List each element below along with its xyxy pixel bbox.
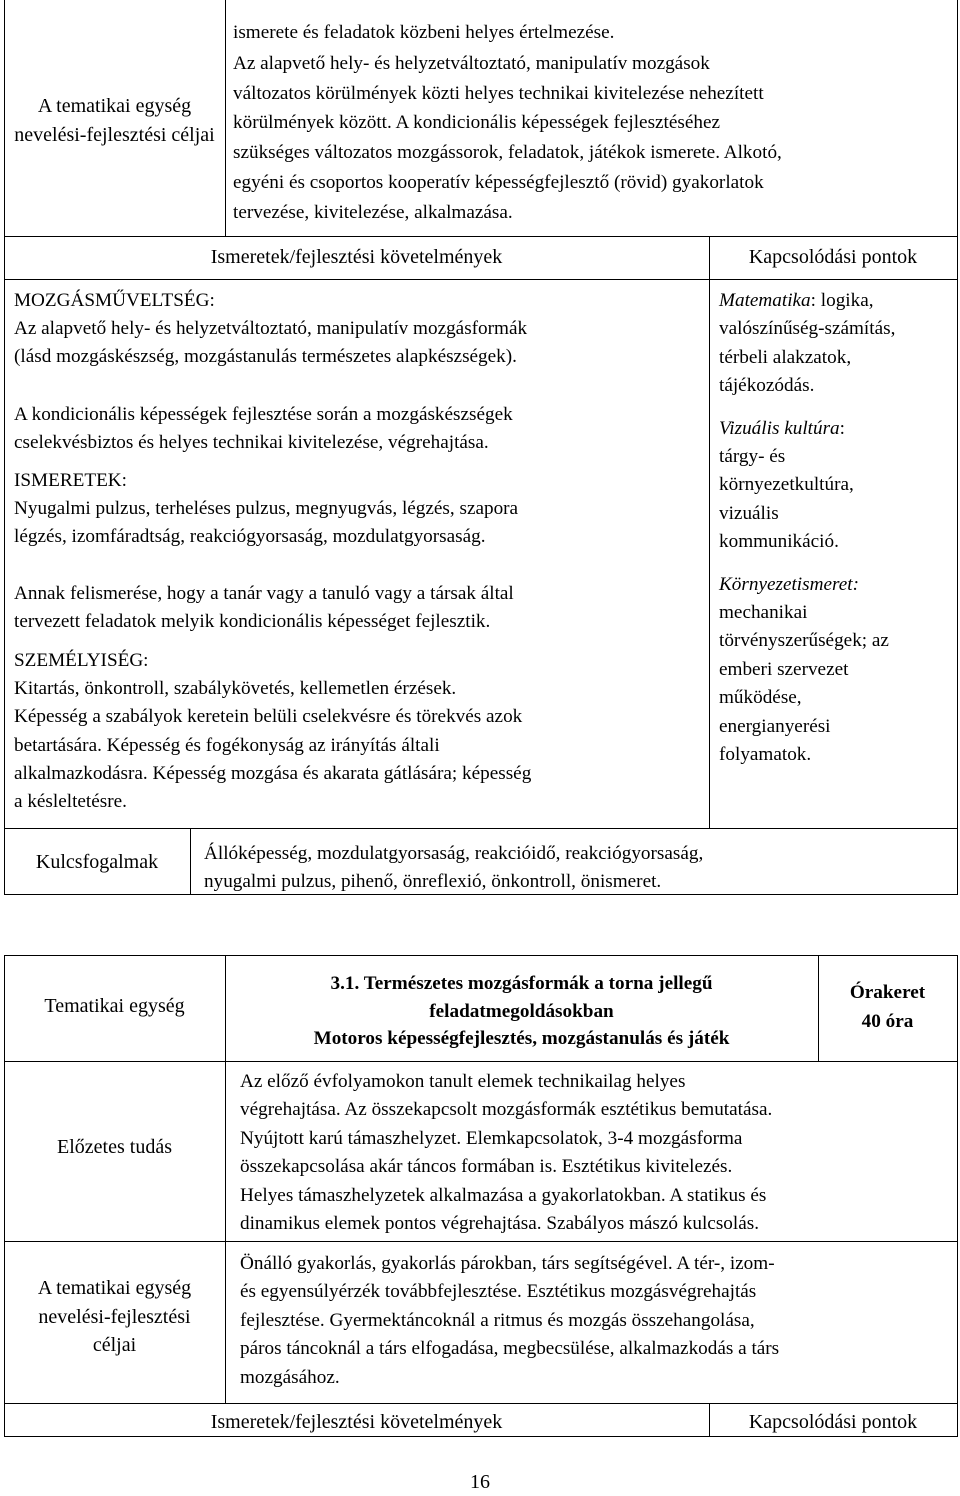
connection-line: energianyerési (719, 715, 831, 737)
goals2-line: mozgásához. (240, 1366, 340, 1388)
hour-frame-label: Órakeret (849, 982, 926, 1003)
key-concepts-line: nyugalmi pulzus, pihenő, önreflexió, önkontroll, önismeret. (204, 870, 662, 892)
prior-knowledge-text (240, 1068, 955, 1238)
table2-goals-text (240, 1250, 955, 1392)
prior-line: végrehajtása. Az összekapcsolt mozgásformák esztétikus bemutatása. (240, 1099, 773, 1121)
hour-frame (818, 978, 957, 1036)
table2-row-divider-3 (4, 1403, 958, 1404)
connection-line: térbeli alakzatok, (719, 346, 852, 368)
connection-line: tárgy- és (719, 446, 786, 468)
prior-line: Helyes támaszhelyzetek alkalmazása a gyakorlatokban. A statikus és (240, 1184, 767, 1206)
key-concepts-label: Kulcsfogalmak (35, 851, 159, 873)
section-heading: SZEMÉLYISÉG: (14, 650, 149, 672)
subject-label: Matematika (719, 290, 811, 311)
table2-row-divider-2 (4, 1241, 958, 1242)
section-heading: MOZGÁSMŰVELTSÉG: (14, 290, 215, 311)
prior-line: összekapcsolása akár táncos formában is. Esztétikus kivitelezés. (240, 1156, 733, 1178)
goals-label-line: céljai (92, 1334, 137, 1356)
connection-line: működése, (719, 687, 802, 709)
goals2-line: fejlesztése. Gyermektáncoknál a ritmus és mozgás összehangolása, (240, 1309, 755, 1331)
table2-left-border (4, 955, 5, 1437)
goals-line: egyéni és csoportos kooperatív képességfejlesztő (rövid) gyakorlatok (233, 171, 764, 193)
subject-rest: : logika, (810, 290, 874, 311)
subject-label: Vizuális kultúra (719, 417, 840, 439)
paragraph-line: Az alapvető hely- és helyzetváltoztató, manipulatív mozgásformák (14, 318, 528, 340)
goals-label-line: A tematikai egység (37, 1277, 192, 1299)
unit-title-line: feladatmegoldásokban (429, 1000, 614, 1022)
paragraph-line: Nyugalmi pulzus, terheléses pulzus, megnyugvás, légzés, szapora (14, 498, 519, 520)
table2-column-header-requirements: Ismeretek/fejlesztési követelmények (210, 1411, 503, 1433)
table1-goals-divider (225, 0, 226, 236)
connection-line: vizuális (719, 502, 779, 524)
page-number: 16 (470, 1471, 490, 1493)
unit-title-line: Motoros képességfejlesztés, mozgástanulás és játék (313, 1028, 730, 1049)
table1-right-border (957, 0, 958, 895)
connection-line: valószínűség-számítás, (719, 318, 896, 340)
connection-line: mechanikai (719, 602, 808, 624)
goals-header: A tematikai egység nevelési-fejlesztési céljai (14, 95, 215, 146)
unit-label: Tematikai egység (44, 995, 185, 1017)
connection-points (719, 287, 955, 770)
connection-line: kommunikáció. (719, 531, 839, 553)
goals2-line: és egyensúlyérzék továbbfejlesztése. Esztétikus mozgásvégrehajtás (240, 1281, 757, 1303)
column-header-requirements: Ismeretek/fejlesztési követelmények (210, 246, 503, 268)
paragraph-line: (lásd mozgáskészség, mozgástanulás természetes alapkészségek). (14, 346, 517, 368)
paragraph-line: cselekvésbiztos és helyes technikai kivitelezése, végrehajtása. (14, 431, 489, 453)
section-heading: ISMERETEK: (14, 470, 127, 492)
prior-line: Az előző évfolyamokon tanult elemek technikailag helyes (240, 1071, 686, 1092)
requirements-body (14, 287, 704, 816)
unit-title (225, 970, 818, 1053)
paragraph-line: a késleltetésre. (14, 791, 127, 813)
paragraph-line: alkalmazkodásra. Képesség mozgása és akarata gátlására; képesség (14, 762, 532, 784)
connection-line: tájékozódás. (719, 375, 815, 397)
paragraph-line: A kondicionális képességek fejlesztése során a mozgáskészségek (14, 403, 513, 425)
connection-line: folyamatok. (719, 744, 812, 766)
connection-visual (719, 415, 955, 443)
table1-row-divider-1 (4, 236, 958, 237)
goals-line: tervezése, kivitelezése, alkalmazása. (233, 201, 513, 223)
goals2-line: Önálló gyakorlás, gyakorlás párokban, társ segítségével. A tér-, izom- (240, 1253, 775, 1274)
table2-right-border (957, 955, 958, 1437)
key-concepts-line: Állóképesség, mozdulatgyorsaság, reakcióidő, reakciógyorsaság, (204, 843, 704, 864)
column-header-connections: Kapcsolódási pontok (748, 246, 918, 268)
connection-line: környezetkultúra, (719, 474, 854, 496)
table1-row-divider-2 (4, 279, 958, 280)
goals2-line: páros táncoknál a társ elfogadása, megbecsülése, alkalmazkodás a társ (240, 1338, 780, 1360)
prior-knowledge-label: Előzetes tudás (57, 1136, 172, 1158)
paragraph-line: Annak felismerése, hogy a tanár vagy a tanuló vagy a társak által (14, 582, 514, 604)
goals-line: ismerete és feladatok közbeni helyes értelmezése. (233, 22, 615, 43)
table1-kulcs-divider (190, 828, 191, 895)
table2-column-header-connections: Kapcsolódási pontok (748, 1411, 918, 1433)
connection-math (719, 287, 955, 315)
subject-label: Környezetismeret: (719, 573, 859, 595)
goals-line: körülmények között. A kondicionális képességek fejlesztéséhez (233, 112, 721, 134)
table2-goals-label (4, 1274, 225, 1360)
table2-row-divider-1 (4, 1061, 958, 1062)
table2-top-border (4, 955, 958, 956)
goals-text (233, 18, 953, 228)
goals-line: változatos körülmények közti helyes technikai kivitelezése nehezített (233, 82, 764, 104)
connection-line: emberi szervezet (719, 658, 849, 680)
table1-row-divider-3 (4, 828, 958, 829)
goals-line: Az alapvető hely- és helyzetváltoztató, manipulatív mozgások (233, 52, 710, 74)
connection-line: törvényszerűségek; az (719, 630, 889, 652)
subject-rest: : (839, 417, 845, 439)
paragraph-line: betartására. Képesség és fogékonyság az irányítás általi (14, 734, 440, 756)
table1-kp-divider (709, 236, 710, 828)
paragraph-line: Kitartás, önkontroll, szabálykövetés, kellemetlen érzések. (14, 678, 457, 700)
prior-line: Nyújtott karú támaszhelyzet. Elemkapcsolatok, 3-4 mozgásforma (240, 1127, 743, 1149)
unit-title-line: 3.1. Természetes mozgásformák a torna jellegű (330, 973, 713, 994)
paragraph-line: tervezett feladatok melyik kondicionális képességet fejlesztik. (14, 610, 491, 632)
goals-label-line: nevelési-fejlesztési (38, 1305, 191, 1328)
key-concepts-text (204, 840, 954, 895)
prior-line: dinamikus elemek pontos végrehajtása. Szabályos mászó kulcsolás. (240, 1213, 759, 1235)
paragraph-line: Képesség a szabályok keretein belüli cselekvésre és törekvés azok (14, 706, 523, 728)
paragraph-line: légzés, izomfáradtság, reakciógyorsaság, mozdulatgyorsaság. (14, 526, 486, 548)
hour-frame-value: 40 óra (861, 1011, 914, 1032)
goals-line: szükséges változatos mozgássorok, feladatok, játékok ismerete. Alkotó, (233, 142, 782, 164)
